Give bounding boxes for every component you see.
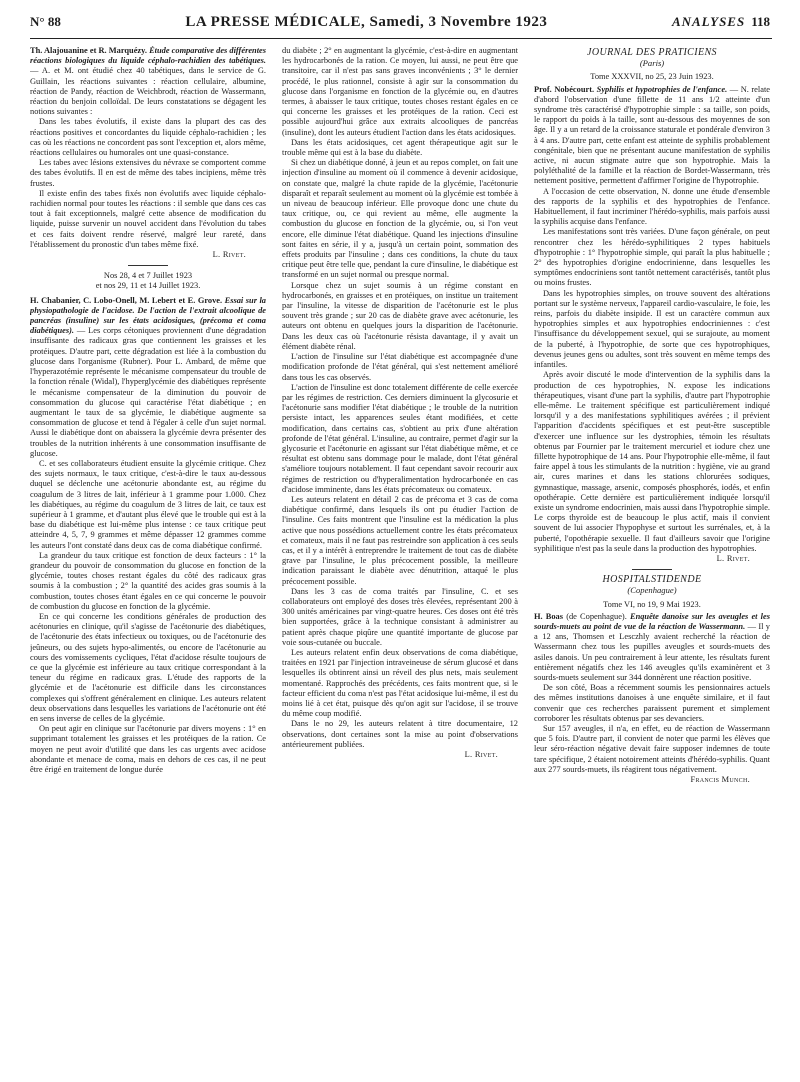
- paragraph: A l'occasion de cette observation, N. donne une étude d'ensemble des rapports de la syphilis et des hypotrophies de l'enfance. Habituellement, il faut incriminer l'hérédo-syphilis, mais parfois aussi la syphilis acquise dans l'enfance.: [534, 186, 770, 227]
- article-body: — N. relate d'abord l'observation d'une fillette de 11 ans 1/2 atteinte d'un syndrome très caractérisé d'hypotrophie simple : sa taille, son poids, le rapport du poids à la taille, sont au-dessous des moyennes de son âge. Il y a un retard de la croissance staturale et pondérale d'environ 3 à 4 ans. D'autre part, cette enfant est atteinte de syphilis probablement congénitale, bien que ne présentant aucune manifestation de syphilis active, ni aucun stigmate autre que son hypotrophie. Mais la polyléthalité de la famille et la réaction de Bordet-Wassermann, très nettement positive, permettent d'affirmer l'origine de l'hypotrophie.: [534, 84, 770, 186]
- article-title: Étude comparative des différentes réactions biologiques du liquide céphalo-rachidien des tabétiques.: [30, 46, 266, 66]
- journal-title: HOSPITALSTIDENDE: [602, 574, 702, 586]
- article-authors: H. Chabanier, C. Lobo-Onell, M. Lebert et E. Grove.: [30, 295, 223, 305]
- paragraph: La grandeur du taux critique est fonction de deux facteurs : 1° la grandeur du pouvoir de consommation du glucose en fonction de la glycémie, toutes choses restant égales du côté des radicaux gras soumis à la combustion ; 2° la quantité des acides gras soumis à la combustion, toutes choses étant égales en ce qui concerne le pouvoir de combustion du glucose en fonction de la glycémie.: [30, 550, 266, 611]
- author-location: (de Copenhague).: [566, 611, 627, 621]
- paragraph: Si chez un diabétique donné, à jeun et au repos complet, on fait une injection d'insuline au moment où il commence à devenir acidosique, on constate que, malgré la chute rapide de la glycémie, l'acétonurie disparaît et reparaît seulement au moment où la glycémie est tombée à un niveau de beaucoup inférieur. Elle provoque donc une chute du taux critique, ou, ce qui revient au même, elle augmente la combustion du glucose en fonction de la glycémie, ou, si l'on veut encore, elle diminue l'état diabétique. Quand les injections d'insuline sont faites en série, il y a, jusqu'à un certain point, sommation des effets produits par l'insuline ; dans ces conditions, la chute du taux critique peut être telle que, pendant la cure d'insuline, le diabétique est transformé en un sujet normal ou presque normal.: [282, 158, 518, 280]
- column-3: [534, 46, 770, 1070]
- signature-name: L. Rivet.: [464, 750, 498, 760]
- article-title: Enquête danoise sur les aveugles et les sourds-muets au point de vue de la réaction de Wassermann.: [534, 611, 770, 631]
- article-lead: [30, 46, 266, 117]
- paragraph: En ce qui concerne les conditions générales de production des acétonuries en clinique, qu'il s'agisse de l'acétonurie des diabétiques, de l'acétonurie des états infectieux ou toxiques, ou de l'acétonurie des jeûneurs, ou des sujets hypo-alimentés, ou encore de l'acétonurie au cours des vomissements cycliques, l'état d'acidose résulte toujours de ce que la glycémie est inférieure au taux critique correspondant à la teneur du régime en radicaux gras. L'étude des rapports de la glycémie et de l'acétonurie est difficile dans les circonstances complexes qui s'offrent généralement en clinique. Les auteurs relatent deux observations dans lesquelles les variations de l'acétonurie ont été en sens inverse de celles de la glycémie.: [30, 611, 266, 723]
- paragraph: Dans les hypotrophies simples, on trouve souvent des altérations portant sur le système nerveux, l'appareil cardio-vasculaire, le foie, les reins, parfois du diabète insipide. Il est un caractère commun aux hypotrophies simples et aux hypotrophies endocriniennes : c'est l'insuffisance du développement sexuel, qui se surajoute, au moment de la puberté, à l'hypotrophie, de sorte que ces hypotrophiques, devenus jeunes gens ou adultes, sont très souvent en même temps des infantiles.: [534, 288, 770, 370]
- signature: [534, 775, 770, 785]
- page-number: 118: [751, 14, 770, 29]
- signature: [534, 554, 770, 564]
- article-body: — Il y a 12 ans, Thomsen et Lesczhly avaient recherché la réaction de Wassermann chez tous les pupilles aveugles et sourds-muets des asiles danois. Un peu contrairement à leur attente, les résultats furent entièrement négatifs chez les 146 aveugles qu'ils examinèrent et 3 sourds-muets seulement sur 344 donnèrent une réaction positive.: [534, 621, 770, 682]
- paragraph: Dans les tabes évolutifs, il existe dans la plupart des cas des réactions positives et concordantes du liquide céphalo-rachidien ; les cas où les réactions ne concordent pas sont l'exception et, alors même, réactions cellulaires ou humorales ont une quasi-constance.: [30, 117, 266, 158]
- signature: [30, 250, 266, 260]
- article-authors: H. Boas: [534, 611, 564, 621]
- paragraph: De son côté, Boas a récemment soumis les pensionnaires actuels des mêmes institutions danoises à une enquête similaire, et il faut convenir que ces recherches paraissent purement et simplement corroborer les résultats obtenus par ses devanciers.: [534, 683, 770, 723]
- journal-tome: Tome VI, no 19, 9 Mai 1923.: [603, 599, 701, 609]
- article-title: Essai sur la physiopathologie de l'acidose. De l'action de l'extrait alcoolique de pancréas (insuline) sur les états acidosiques, (précoma et coma diabétiques).: [30, 295, 266, 336]
- column-2: [282, 46, 518, 1070]
- paragraph: L'action de l'insuline est donc totalement différente de celle exercée par les régimes de restriction. Ces derniers diminuent la glycosurie et l'acétonurie sans modifier l'état diabétique ; le trouble de la nutrition persiste intact, les apparences seules étant modifiées, et cette modification, dans certains cas, s'obtient au prix d'une altération profonde de l'état général. L'insuline, au contraire, permet d'agir sur la glycosurie et l'acétonurie en agissant sur l'état diabétique même, et ce résultat est obtenu sans dommage pour le malade, dont l'état général s'améliore toujours notablement. Il faut cependant savoir recourir aux régimes de restriction ou d'hyperalimentation hydrocarbonée en cas d'acidose imminente, dans les états précomateux ou comateux.: [282, 382, 518, 494]
- paragraph: Les auteurs relatent enfin deux observations de coma diabétique, traitées en 1921 par l'injection intraveineuse de sérum glucosé et dans lesquelles ils obtinrent ainsi un réveil des plus nets, mais seulement momentané. Rapprochés des précédents, ces faits montrent que, si le facteur efficient du coma n'est pas l'état acidosique lui-même, il est du moins lié à cet état, puisque dès qu'on agit sur l'acidose, il se trouve du même coup modifié.: [282, 647, 518, 719]
- page-header: [30, 14, 770, 38]
- article-lead: [534, 85, 770, 187]
- paragraph: Les auteurs relatent en détail 2 cas de précoma et 3 cas de coma diabétique confirmé, dans lesquels ils ont pu étudier l'action de l'insuline. Ces faits montrent que l'insuline est la médication la plus active que nous possédions actuellement contre les états précomateux et comateux, mais il ne faut pas restreindre son application à ces seuls cas, et il y a intérêt à entreprendre le traitement de tout cas de diabète grave par l'insuline, le plus précocement possible, la meilleure indication paraissant le diabète avec dénutrition, attaqué le plus précocement possible.: [282, 494, 518, 586]
- paragraph: C. et ses collaborateurs étudient ensuite la glycémie critique. Chez des sujets normaux, le taux critique, c'est-à-dire le taux au-dessous duquel se déclenche une acétonurie abondante est, au régime du coagulum de 3 litres de lait, inférieur à 1 gramme pour 1.000. Chez les diabétiques, au régime du coagulum de 3 litres de lait, ce taux est supérieur à 1 gramme, et d'autant plus élevé que le trouble qui est à la base du diabétique est lui-même plus intense : ce taux critique peut atteindre 4, 5, 7, 9 grammes et même dépasser 12 grammes comme les auteurs l'ont constaté dans deux cas de coma diabétique confirmé.: [30, 458, 266, 550]
- article-body: — Les corps cétoniques proviennent d'une dégradation insuffisante des radicaux gras que contiennent les graisses et les protéiques. D'autre part, cette dégradation est liée à la combustion du glucose dans l'organisme (Rubner). Pour L. Ambard, de même que l'hyperazotémie représente le mécanisme compensateur du trouble de la fonction rénale (Widal), l'hyperglycémie des diabétiques représente le mécanisme compensateur de la diminution du pouvoir de consommation du glucose qui caractérise l'état diabétique ; en augmentant le taux de sa glycémie, le diabétique augmente sa consommation de glucose et tend à l'égaler à celle d'un sujet normal. Aussi le diabétique dont on abaissera la glycémie devra présenter des troubles de la nutrition inhérents à une consommation insuffisante de glucose.: [30, 326, 266, 458]
- header-rule: [30, 38, 772, 39]
- signature-name: Francis Munch.: [690, 775, 750, 785]
- separator: [632, 569, 672, 570]
- paragraph: L'action de l'insuline sur l'état diabétique est accompagnée d'une modification profonde de l'état général, qui s'est nettement amélioré dans tous les cas observés.: [282, 352, 518, 382]
- article-authors: Th. Alajouanine et R. Marquézy.: [30, 46, 147, 55]
- column-1: [30, 46, 266, 1070]
- paragraph: Dans les états acidosiques, cet agent thérapeutique agit sur le trouble même qui est à la base du diabète.: [282, 137, 518, 158]
- masthead-title: LA PRESSE MÉDICALE, Samedi, 3 Novembre 1923: [185, 14, 548, 30]
- journal-city: (Copenhague): [627, 585, 677, 596]
- paragraph: Après avoir discuté le mode d'intervention de la syphilis dans la production de ces hypotrophies, N. expose les indications thérapeutiques, visant d'une part la syphilis, d'autre part l'hypotrophie elle-même. Le traitement spécifique est particulièrement indiqué lorsqu'il y a des manifestations syphilitiques avérées ; il prévient l'apparition d'accidents spécifiques et est peut-être susceptible d'exercer une influence sur les dystrophies, témoin les résultats obtenus par Fournier par le traitement mercuriel et iodure chez une fillette hypotrophique de 14 ans. Pour l'hypotrophie elle-même, il faut faire appel à tous les stimulants de la nutrition : hygiène, vie au grand air, cures marines et dans les stations chlorurées sodiques, gymnastique, massage, arsenic, composés phosphorés, iodés, et enfin opothérapie. Cette dernière est particulièrement indiquée lorsqu'il existe un syndrome endocrinien, mais aussi dans l'hypotrophie simple. Le corps thyroïde est de beaucoup le plus actif, mais il convient souvent de lui associer l'hypophyse et surtout les surrénales, et, à la puberté, l'opothérapie sexuelle. Il faut d'ailleurs savoir que l'origine syphilitique n'est pas la seule dans la production des hypotrophies.: [534, 370, 770, 553]
- article-lead: [30, 296, 266, 459]
- section-name: ANALYSES: [671, 14, 746, 29]
- issue-reference: Nos 28, 4 et 7 Juillet 1923: [103, 271, 193, 281]
- paragraph: Dans le no 29, les auteurs relatent à titre documentaire, 12 observations, dont certaines sont la mise au point d'observations antérieurement publiées.: [282, 719, 518, 749]
- paragraph: Il existe enfin des tabes fixés non évolutifs avec liquide céphalo-rachidien normal pour toutes les réactions : il semble que dans ces cas tout à fait exceptionnels, malgré cette absence de modification du liquide, puisse survenir un nouvel accident dans l'évolution du tabes et ces faits doivent rendre réservé, malgré leur rareté, dans l'établissement du pronostic d'un tabes même fixé.: [30, 188, 266, 249]
- paragraph: Lorsque chez un sujet soumis à un régime constant en hydrocarbonés, en graisses et en protéiques, on institue un traitement par l'insuline, la vitesse de disparition de l'acétonurie est le plus souvent très grande ; sur 20 cas de diabète grave avec acétonurie, les auteurs ont obtenu en quelques jours la disparition de l'acétonurie. Dans les deux cas où l'acétonurie résista davantage, il y avait un élément diabète rénal.: [282, 280, 518, 351]
- article-body: — A. et M. ont étudié chez 40 tabétiques, dans le service de G. Guillain, les réactions suivantes : réaction cellulaire, albumine, réaction de Pandy, réaction de Weichbrodt, réaction de Wassermann, réaction du benjoin colloïdal. De leurs constatations se dégagent les notions suivantes :: [30, 66, 266, 117]
- paragraph: On peut agir en clinique sur l'acétonurie par divers moyens : 1° en supprimant totalement les graisses et les protéiques de la ration. Ce moyen ne peut avoir d'utilité que dans les cas urgents avec acidose abondante et menace de coma, mais en dehors de ces cas, il ne peut être érigé en traitement de longue durée: [30, 724, 266, 775]
- paragraph: Sur 157 aveugles, il n'a, en effet, eu de réaction de Wassermann que 5 fois. D'autre part, il convient de noter que parmi les élèves que leur séro-réaction négative devait faire supposer indemnes de toute tare spécifique, 2 étaient notoirement atteints d'hérédo-syphilis. Quant aux 277 sourds-muets, ils réagirent tous négativement.: [534, 724, 770, 774]
- journal-tome: Tome XXXVII, no 25, 23 Juin 1923.: [590, 72, 714, 82]
- journal-city: (Paris): [639, 58, 665, 69]
- paragraph: Les manifestations sont très variées. D'une façon générale, on peut rencontrer chez les hérédo-syphilitiques 2 types habituels d'hypotrophie : 1° l'hypotrophie simple, qui paraît la plus habituelle ; 2° des hypotrophies d'origine endocrinienne, dans lesquelles les symptômes endocriniens sont tantôt nettement caractérisés, tantôt plus ou moins frustes.: [534, 227, 770, 288]
- paragraph: Dans les 3 cas de coma traités par l'insuline, C. et ses collaborateurs ont employé des doses très élevées, représentant 200 à 300 unités américaines par vingt-quatre heures. Ces doses ont été très bien supportées, grâce à la technique consistant à administrer au patient après chaque piqûre une quantité importante de glucose par voie sous-cutanée ou buccale.: [282, 586, 518, 647]
- signature-name: L. Rivet.: [716, 553, 750, 563]
- section-label: [672, 14, 770, 30]
- article-lead: [534, 612, 770, 683]
- paragraph: Les tabes avec lésions extensives du névraxe se comportent comme des tabes évolutifs. Il en est de même des tabes incipiens, même très frustes.: [30, 158, 266, 188]
- separator: [128, 265, 168, 266]
- issue-reference: et nos 29, 11 et 14 Juillet 1923.: [95, 281, 201, 291]
- issue-number: N° 88: [30, 14, 61, 29]
- signature-name: L. Rivet.: [212, 250, 246, 260]
- paragraph: du diabète ; 2° en augmentant la glycémie, c'est-à-dire en augmentant les hydrocarbonés de la ration. Ce moyen, lui aussi, ne peut être que transitoire, car il n'est pas sans graves inconvénients ; 3° le dernier procédé, le plus rationnel, consiste à agir sur la consommation du glucose dans l'organisme en fonction de la glycémie ou, en d'autres termes, à abaisser le taux critique, toutes choses restant égales en ce qui concerne les graisses et les protéiques de la ration. Ceci est possible aujourd'hui grâce aux extraits alcooliques de pancréas (insuline), dont les auteurs étudient l'action dans les états acidosiques.: [282, 46, 518, 137]
- article-title: Syphilis et hypotrophies de l'enfance.: [596, 84, 728, 94]
- article-authors: Prof. Nobécourt.: [534, 84, 595, 94]
- signature: [282, 750, 518, 760]
- journal-title: JOURNAL DES PRATICIENS: [587, 47, 717, 58]
